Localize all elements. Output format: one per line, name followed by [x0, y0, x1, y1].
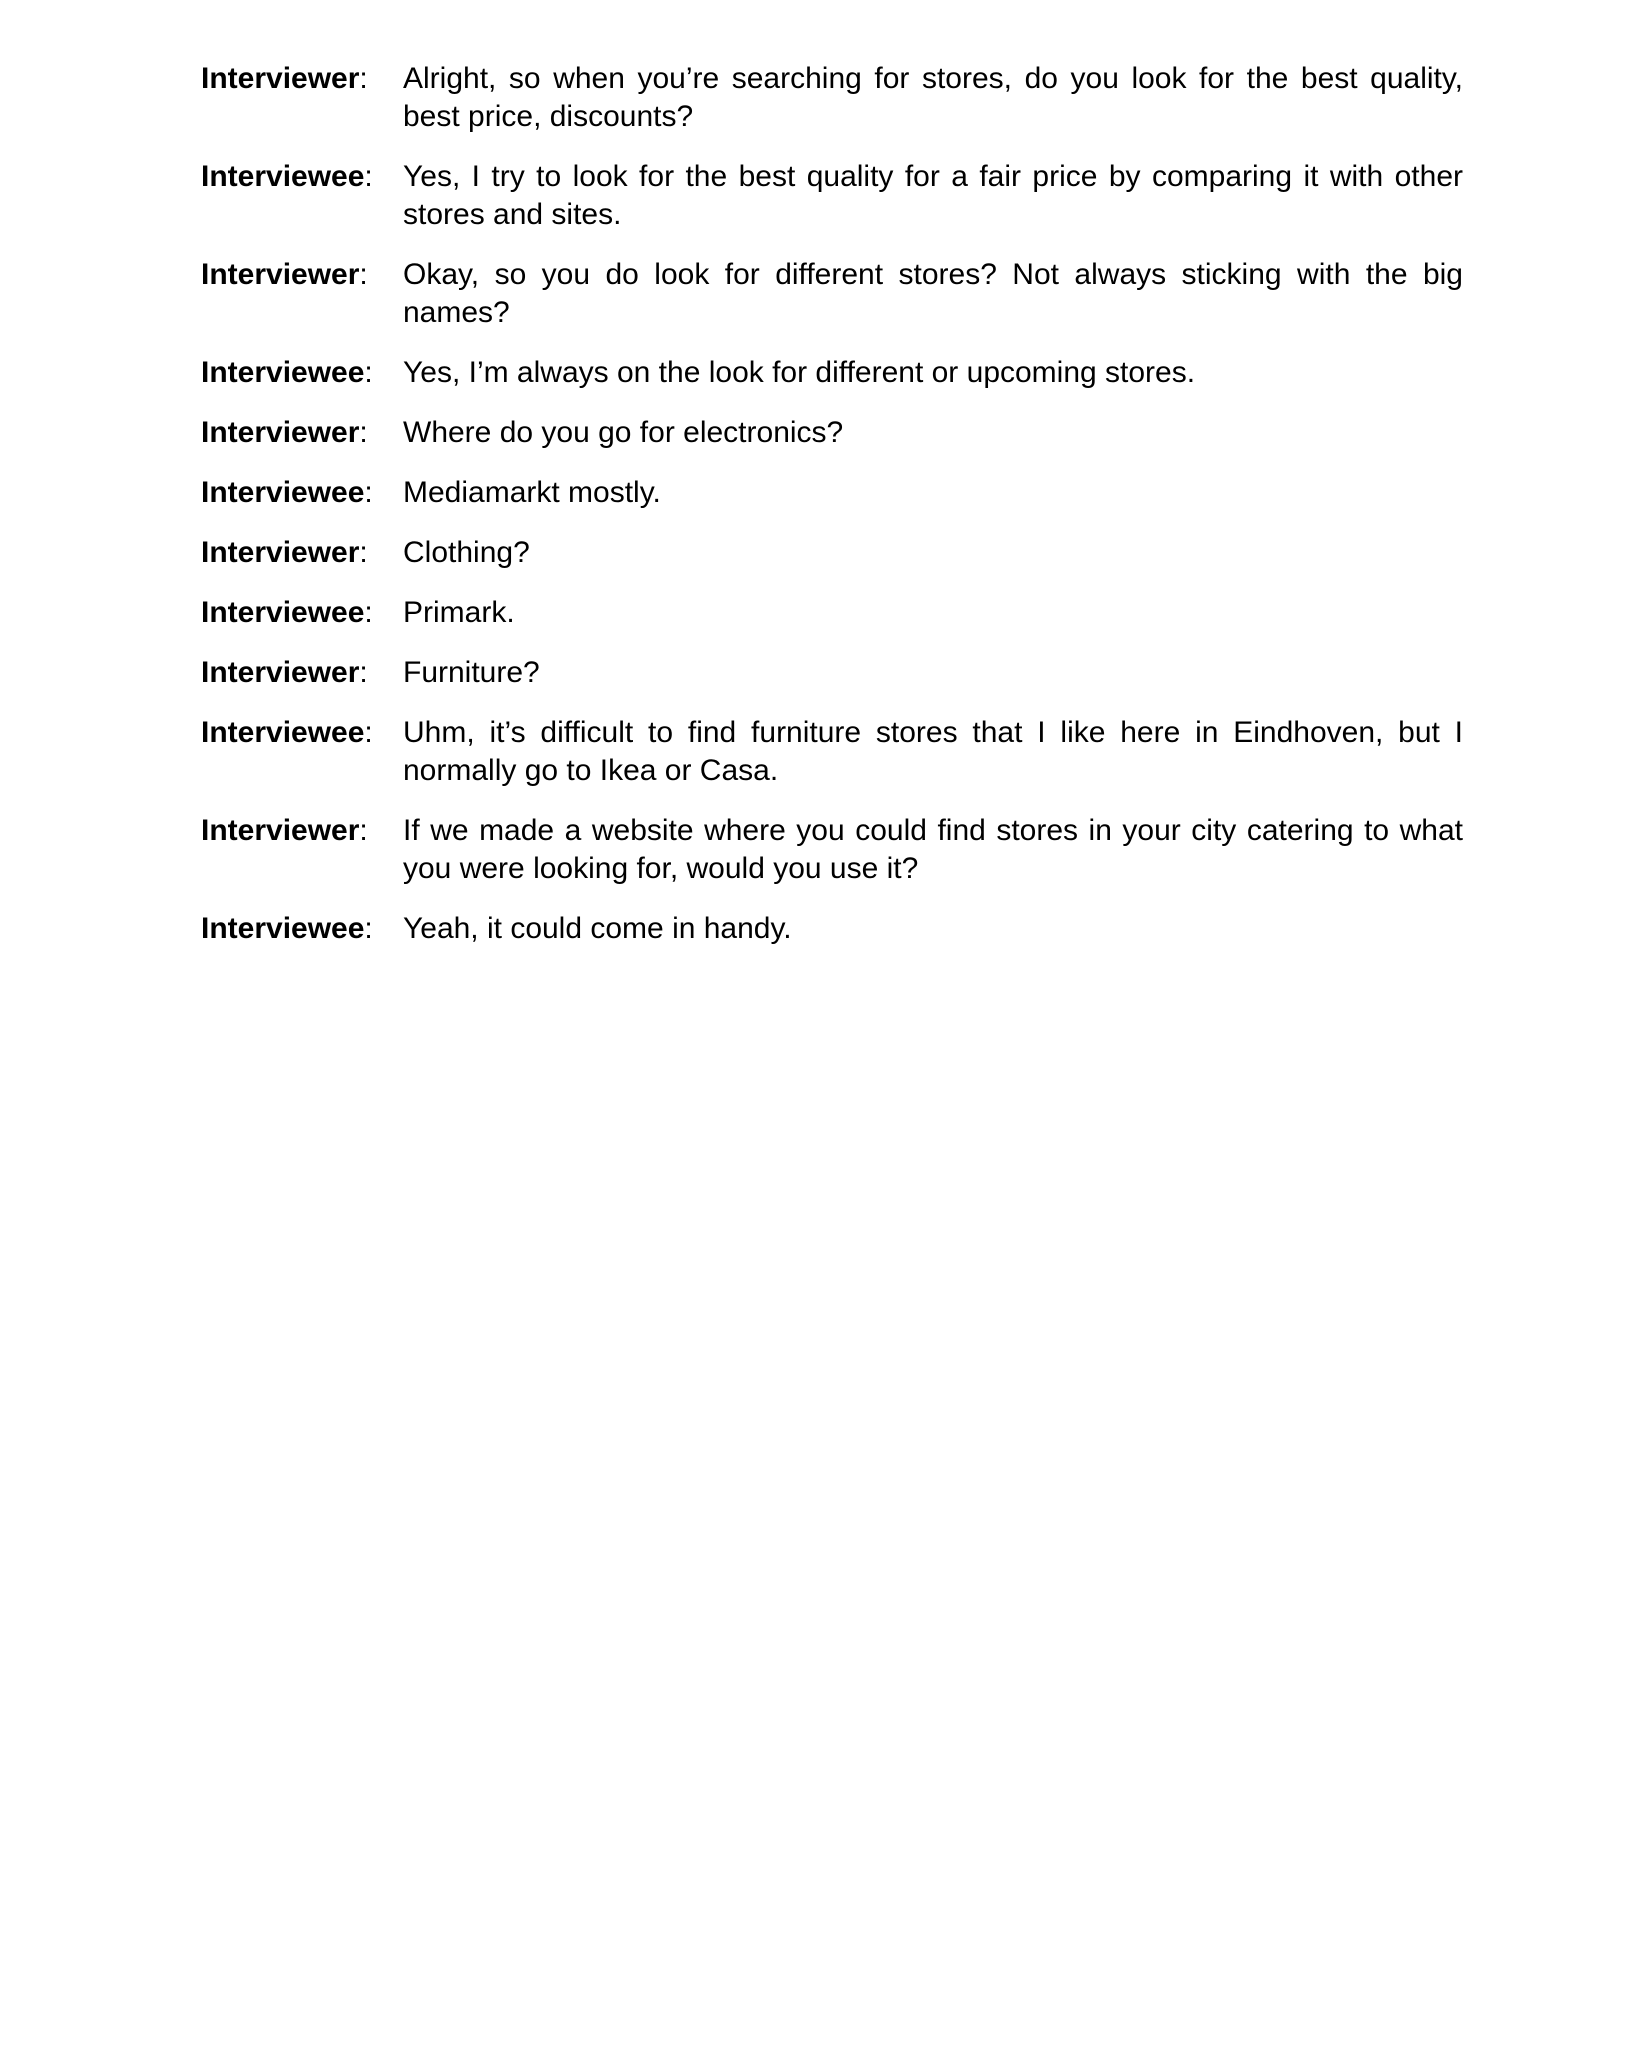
utterance-text: Yeah, it could come in handy. [403, 912, 792, 945]
speaker-label [201, 414, 403, 452]
speaker-colon: : [359, 536, 368, 569]
speaker-name: Interviewer [201, 416, 360, 449]
speaker-colon: : [364, 476, 373, 509]
speaker-label [201, 654, 403, 692]
transcript-turn [201, 910, 1463, 948]
speaker-label [201, 534, 403, 572]
utterance-text: Yes, I try to look for the best quality for a fair price by comparing it with other stores and sites. [403, 160, 1463, 231]
speaker-label [201, 910, 403, 948]
speaker-name: Interviewee [201, 356, 365, 389]
speaker-colon: : [364, 716, 373, 749]
speaker-label [201, 714, 403, 752]
speaker-name: Interviewee [201, 912, 365, 945]
speaker-name: Interviewee [201, 160, 365, 193]
utterance-text: If we made a website where you could find stores in your city catering to what you were looking for, would you use it? [403, 814, 1463, 885]
transcript-turn [201, 414, 1463, 452]
speaker-colon: : [359, 656, 368, 689]
speaker-name: Interviewer [201, 62, 360, 95]
speaker-colon: : [359, 416, 368, 449]
speaker-label [201, 158, 403, 196]
speaker-label [201, 354, 403, 392]
speaker-colon: : [359, 62, 368, 95]
transcript-turn [201, 594, 1463, 632]
speaker-colon: : [359, 258, 368, 291]
speaker-name: Interviewee [201, 476, 365, 509]
utterance-text: Yes, I’m always on the look for different or upcoming stores. [403, 356, 1196, 389]
speaker-label [201, 474, 403, 512]
utterance-text: Alright, so when you’re searching for stores, do you look for the best quality, best price, discounts? [403, 62, 1463, 133]
speaker-name: Interviewer [201, 536, 360, 569]
transcript-turn [201, 714, 1463, 790]
speaker-label [201, 60, 403, 98]
utterance-text: Where do you go for electronics? [403, 416, 844, 449]
utterance-text: Primark. [403, 596, 515, 629]
speaker-colon: : [359, 814, 368, 847]
speaker-label [201, 812, 403, 850]
speaker-name: Interviewer [201, 814, 360, 847]
interview-transcript [201, 60, 1463, 970]
transcript-turn [201, 60, 1463, 136]
utterance-text: Okay, so you do look for different stores? Not always sticking with the big names? [403, 258, 1463, 329]
transcript-turn [201, 534, 1463, 572]
speaker-label [201, 594, 403, 632]
speaker-colon: : [364, 356, 373, 389]
speaker-colon: : [364, 912, 373, 945]
speaker-colon: : [364, 160, 373, 193]
speaker-name: Interviewer [201, 656, 360, 689]
transcript-turn [201, 474, 1463, 512]
utterance-text: Furniture? [403, 656, 540, 689]
transcript-turn [201, 654, 1463, 692]
speaker-name: Interviewer [201, 258, 360, 291]
speaker-name: Interviewee [201, 596, 365, 629]
utterance-text: Clothing? [403, 536, 530, 569]
transcript-turn [201, 158, 1463, 234]
transcript-turn [201, 354, 1463, 392]
transcript-turn [201, 812, 1463, 888]
utterance-text: Mediamarkt mostly. [403, 476, 661, 509]
speaker-colon: : [364, 596, 373, 629]
transcript-turn [201, 256, 1463, 332]
utterance-text: Uhm, it’s difficult to find furniture stores that I like here in Eindhoven, but I normally go to Ikea or Casa. [403, 716, 1463, 787]
speaker-label [201, 256, 403, 294]
speaker-name: Interviewee [201, 716, 365, 749]
